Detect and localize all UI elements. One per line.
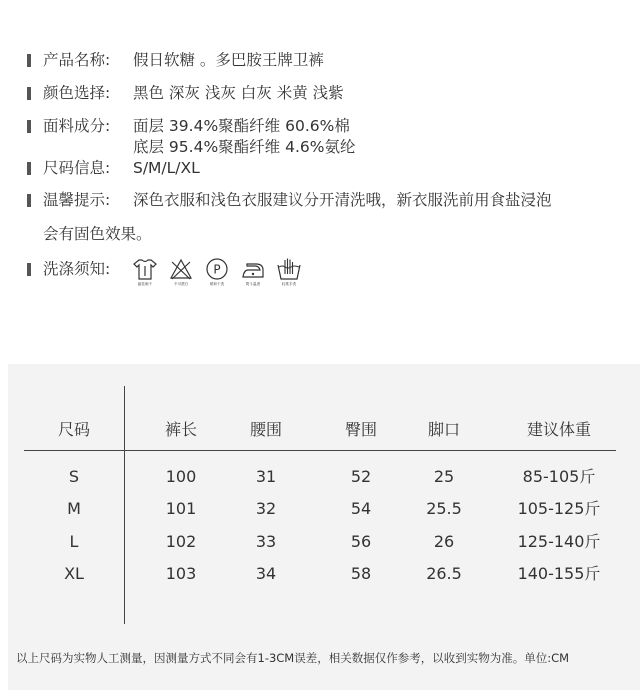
bullet-bar: [27, 162, 31, 175]
hang-dry-icon: [130, 257, 160, 286]
table-cell: 34: [255, 564, 277, 583]
fabric-line-2: 底层 95.4%聚酯纤维 4.6%氨纶: [133, 138, 356, 156]
size-info-value: S/M/L/XL: [133, 159, 200, 177]
col-header-weight: 建议体重: [526, 420, 591, 439]
col-header-hip: 臀围: [344, 420, 377, 439]
tips-line-1: 深色衣服和浅色衣服建议分开清洗哦，新衣服洗前用食盐浸泡: [133, 191, 552, 209]
wash-label: 洗涤须知:: [43, 260, 111, 278]
table-cell: 125-140斤: [517, 532, 601, 551]
size-table-panel: [8, 364, 640, 690]
svg-text:P: P: [213, 262, 221, 277]
fabric-label: 面料成分:: [43, 117, 111, 135]
product-name-label: 产品名称:: [43, 51, 111, 69]
color-label: 颜色选择:: [43, 84, 111, 102]
wash-caption: 轻柔手洗: [281, 281, 297, 286]
table-cell: 102: [165, 532, 197, 551]
table-cell: XL: [64, 564, 84, 583]
wash-caption: 熨斗温度: [245, 281, 261, 286]
col-header-size: 尺码: [57, 420, 90, 439]
hand-wash-icon: [274, 257, 304, 286]
tips-label: 温馨提示:: [43, 191, 111, 209]
table-cell: M: [67, 499, 81, 518]
table-cell: L: [69, 532, 79, 551]
table-cell: 33: [255, 532, 277, 551]
table-cell: 103: [165, 564, 197, 583]
wash-icons: [130, 257, 310, 293]
col-header-length: 裤长: [164, 420, 197, 439]
table-cell: 52: [350, 467, 372, 486]
bullet-bar: [27, 263, 31, 276]
table-cell: 31: [255, 467, 277, 486]
wash-caption: 不可漂白: [173, 281, 189, 286]
table-cell: 100: [165, 467, 197, 486]
size-info-label: 尺码信息:: [43, 159, 111, 177]
wash-caption: 悬挂晾干: [137, 281, 153, 286]
low-iron-icon: [238, 257, 268, 286]
table-cell: 105-125斤: [517, 499, 601, 518]
tips-line-2: 会有固色效果。: [43, 225, 152, 243]
table-cell: S: [68, 467, 80, 486]
color-value: 黑色 深灰 浅灰 白灰 米黄 浅紫: [133, 84, 344, 102]
bullet-bar: [27, 194, 31, 207]
table-cell: 26: [433, 532, 455, 551]
table-cell: 25.5: [426, 499, 462, 518]
table-cell: 54: [350, 499, 372, 518]
table-cell: 25: [433, 467, 455, 486]
fabric-line-1: 面层 39.4%聚酯纤维 60.6%棉: [133, 117, 350, 135]
no-bleach-icon: [166, 257, 196, 286]
table-cell: 101: [165, 499, 197, 518]
bullet-bar: [27, 120, 31, 133]
product-name-value: 假日软糖 。多巴胺王牌卫裤: [133, 51, 324, 69]
table-cell: 56: [350, 532, 372, 551]
col-header-hem: 脚口: [427, 420, 460, 439]
col-header-waist: 腰围: [249, 420, 282, 439]
table-cell: 85-105斤: [522, 467, 596, 486]
table-header-divider: [24, 450, 616, 451]
table-cell: 26.5: [426, 564, 462, 583]
measurement-note: 以上尺码为实物人工测量，因测量方式不同会有1-3CM误差，相关数据仅作参考，以收到实物为准。单位:CM: [16, 651, 570, 665]
table-cell: 140-155斤: [517, 564, 601, 583]
wash-caption: 缓和干洗: [209, 281, 225, 286]
bullet-bar: [27, 87, 31, 100]
table-cell: 58: [350, 564, 372, 583]
table-cell: 32: [255, 499, 277, 518]
dry-clean-p-icon: [202, 257, 232, 286]
bullet-bar: [27, 54, 31, 67]
